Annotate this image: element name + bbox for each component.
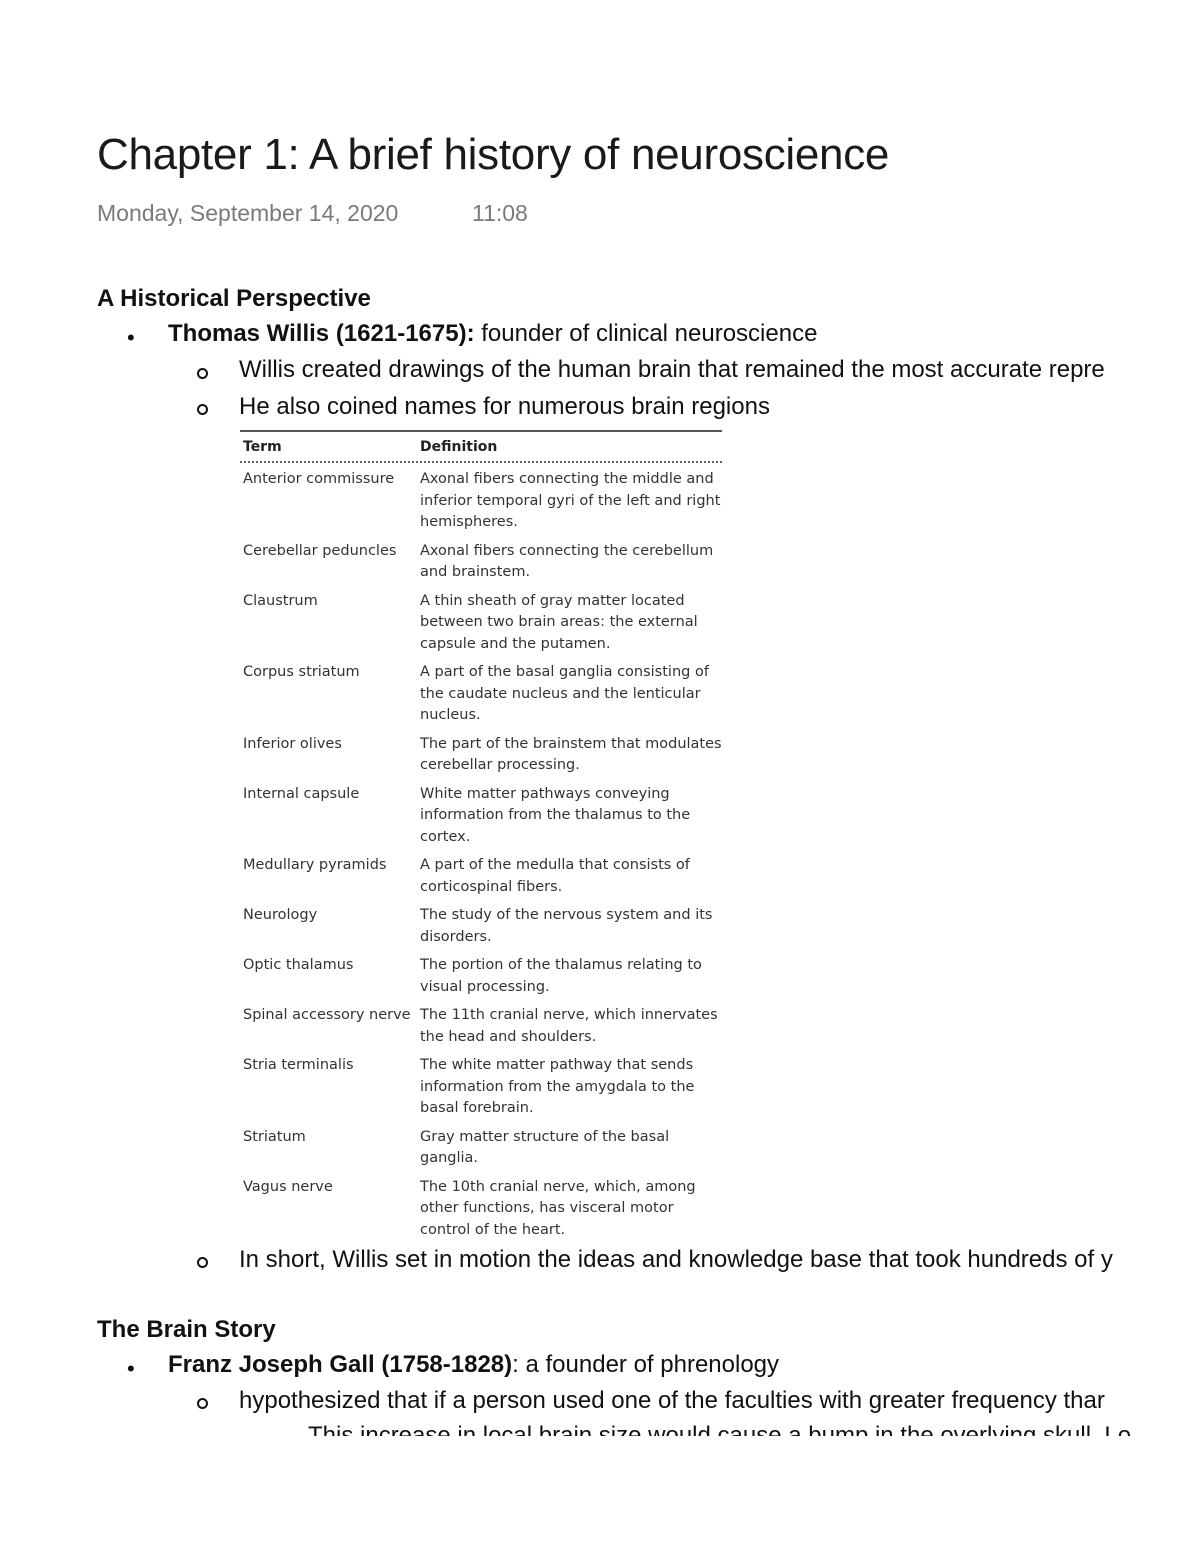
bullet-bold-label: Franz Joseph Gall (1758-1828) bbox=[168, 1351, 513, 1378]
term-cell: Stria terminalis bbox=[243, 1057, 354, 1073]
table-row bbox=[240, 955, 722, 998]
note-date: Monday, September 14, 2020 bbox=[97, 200, 399, 226]
term-cell: Inferior olives bbox=[243, 735, 342, 752]
table-header-rule bbox=[240, 461, 722, 463]
bullet-text: founder of clinical neuroscience bbox=[474, 320, 818, 347]
note-time: 11:08 bbox=[472, 200, 528, 226]
definition-cell: The study of the nervous system and its disorders. bbox=[420, 907, 713, 945]
definition-cell: The part of the brainstem that modulates cerebellar processing. bbox=[420, 735, 722, 773]
definition-cell: Gray matter structure of the basal ganglia. bbox=[420, 1128, 670, 1166]
definition-cell: A part of the basal ganglia consisting of the caudate nucleus and the lenticular nucleus. bbox=[420, 664, 709, 723]
table-row bbox=[240, 734, 722, 777]
table-row bbox=[240, 1055, 722, 1120]
term-cell: Medullary pyramids bbox=[243, 857, 387, 873]
sub-bullet-circle-icon bbox=[197, 368, 208, 379]
section-heading-historical: A Historical Perspective bbox=[97, 285, 371, 312]
bullet-thomas-willis bbox=[168, 320, 817, 348]
term-cell: Corpus striatum bbox=[243, 664, 360, 680]
term-cell: Neurology bbox=[243, 907, 318, 923]
term-cell: Optic thalamus bbox=[243, 957, 354, 973]
definition-cell: The 10th cranial nerve, which, among other functions, has visceral motor control of the heart. bbox=[420, 1178, 696, 1238]
definition-cell: Axonal fibers connecting the middle and inferior temporal gyri of the left and right hemispheres. bbox=[420, 471, 721, 530]
sub-bullet-circle-icon bbox=[197, 1398, 208, 1409]
bullet-dot-icon: • bbox=[127, 1356, 135, 1381]
sub-bullet-hypothesized: hypothesized that if a person used one of the faculties with greater frequency thar bbox=[239, 1387, 1105, 1414]
table-row bbox=[240, 1177, 722, 1242]
definition-cell: The white matter pathway that sends information from the amygdala to the basal forebrain. bbox=[420, 1057, 695, 1116]
term-cell: Cerebellar peduncles bbox=[243, 542, 397, 559]
bullet-bold-label: Thomas Willis (1621-1675): bbox=[168, 320, 475, 347]
definition-cell: A thin sheath of gray matter located between two brain areas: the external capsule and the putamen. bbox=[420, 592, 698, 652]
table-body bbox=[240, 469, 722, 1241]
table-row bbox=[240, 784, 722, 849]
bullet-dot-icon: • bbox=[127, 325, 135, 350]
sub-bullet-drawings: Willis created drawings of the human brain that remained the most accurate repre bbox=[239, 356, 1105, 383]
term-cell: Anterior commissure bbox=[243, 471, 395, 487]
terms-table bbox=[240, 430, 722, 1248]
sub-bullet-circle-icon bbox=[197, 1257, 208, 1268]
definition-cell: The portion of the thalamus relating to visual processing. bbox=[420, 957, 702, 995]
sub-bullet-circle-icon bbox=[197, 404, 208, 415]
term-cell: Striatum bbox=[243, 1128, 306, 1145]
term-cell: Internal capsule bbox=[243, 785, 360, 802]
table-row bbox=[240, 1127, 722, 1170]
definition-cell: White matter pathways conveying information from the thalamus to the cortex. bbox=[420, 785, 691, 845]
term-cell: Claustrum bbox=[243, 592, 318, 609]
table-row bbox=[240, 855, 722, 898]
table-row bbox=[240, 905, 722, 948]
term-cell: Spinal accessory nerve bbox=[243, 1007, 411, 1023]
table-row bbox=[240, 1005, 722, 1048]
table-header bbox=[240, 432, 722, 461]
term-cell: Vagus nerve bbox=[243, 1178, 333, 1195]
table-row bbox=[240, 591, 722, 656]
section-heading-brain-story: The Brain Story bbox=[97, 1316, 276, 1343]
table-row bbox=[240, 541, 722, 584]
page-title: Chapter 1: A brief history of neuroscience bbox=[97, 130, 890, 179]
bullet-franz-gall bbox=[168, 1351, 779, 1379]
sub-bullet-in-short: In short, Willis set in motion the ideas and knowledge base that took hundreds of y bbox=[239, 1246, 1113, 1273]
definition-cell: Axonal fibers connecting the cerebellum and brainstem. bbox=[420, 542, 714, 580]
bullet-text: : a founder of phrenology bbox=[512, 1351, 780, 1378]
definition-cell: A part of the medulla that consists of corticospinal fibers. bbox=[420, 857, 690, 895]
definition-cell: The 11th cranial nerve, which innervates the head and shoulders. bbox=[420, 1007, 718, 1045]
sub-bullet-coined-names: He also coined names for numerous brain regions bbox=[239, 393, 770, 420]
table-row bbox=[240, 662, 722, 727]
page-cut-off bbox=[0, 1436, 1200, 1553]
table-row bbox=[240, 469, 722, 534]
header-definition: Definition bbox=[420, 439, 498, 455]
header-term: Term bbox=[243, 439, 282, 455]
